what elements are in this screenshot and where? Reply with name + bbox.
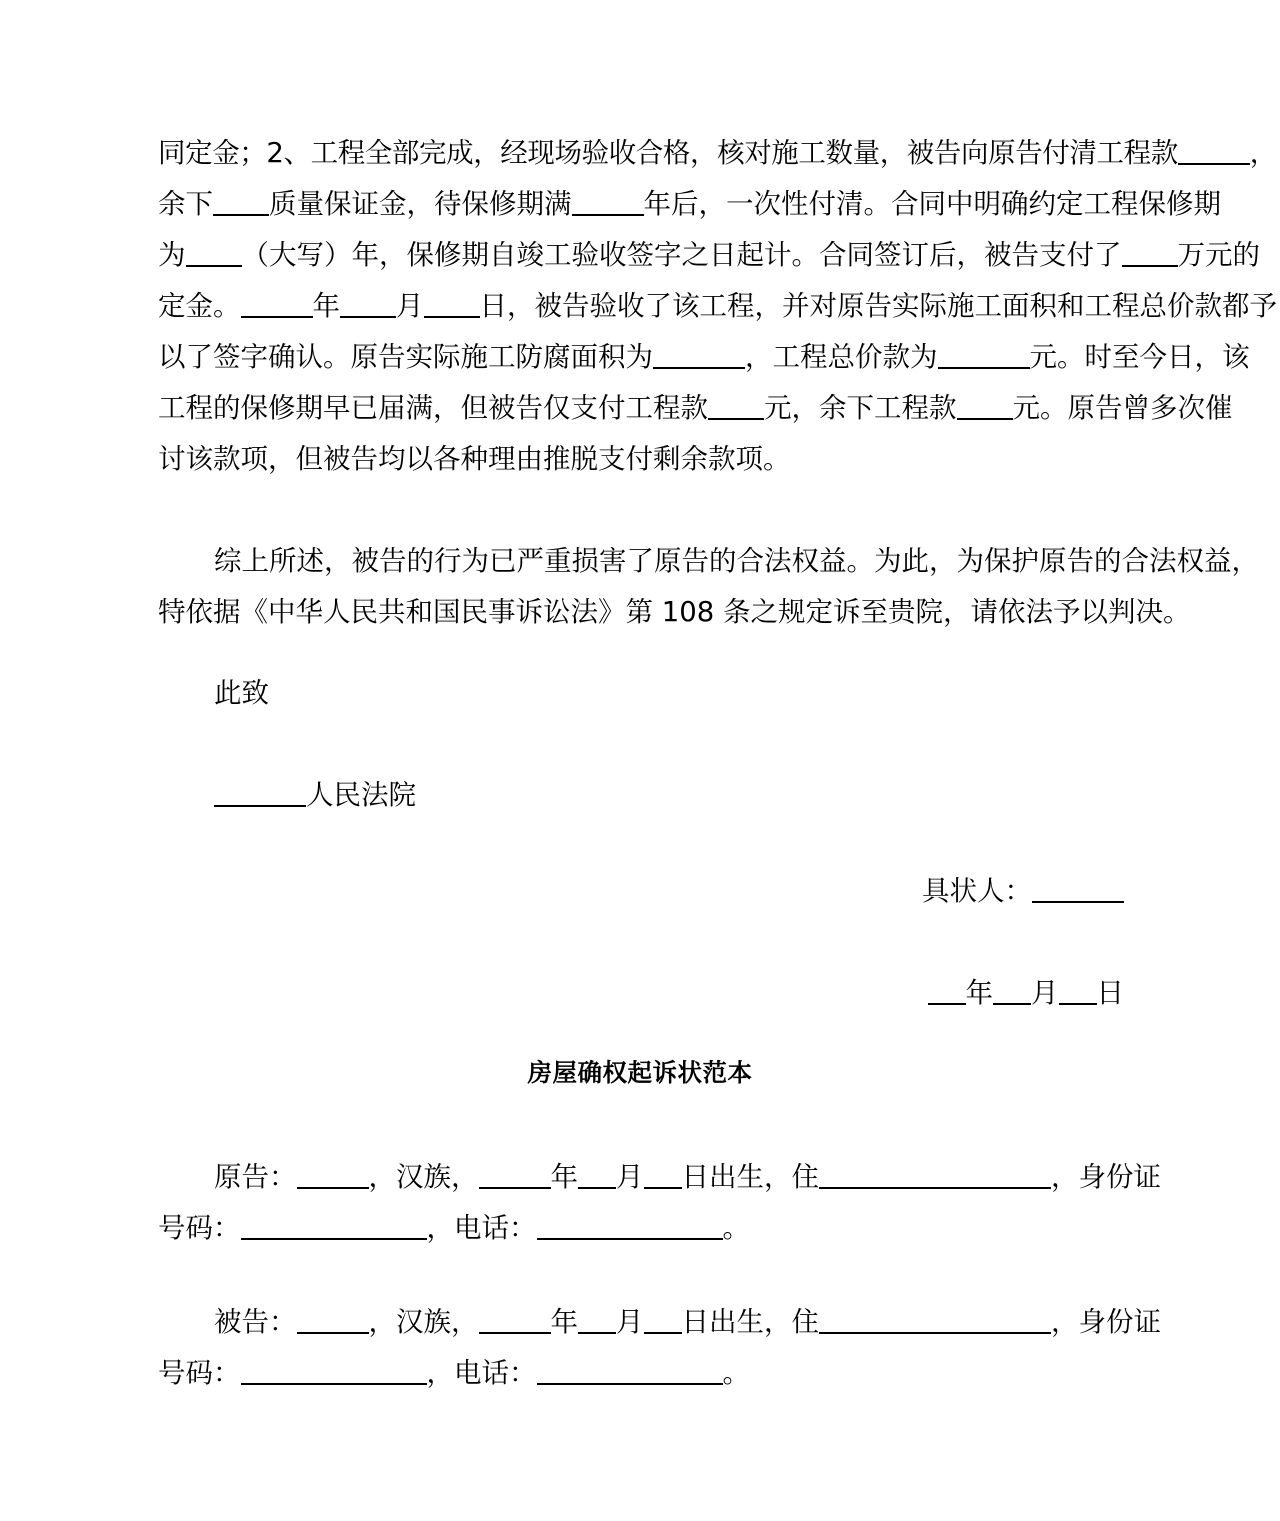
closing-block xyxy=(158,668,1124,821)
body-line-4 xyxy=(158,281,1277,332)
plaintiff-line-1 xyxy=(158,1152,1161,1203)
section-title: 房屋确权起诉状范本 xyxy=(527,1058,753,1087)
court-suffix-label: 人民法院 xyxy=(306,779,416,811)
body-line-5-b: ，工程总价款为 xyxy=(745,341,938,373)
signer-label: 具状人： xyxy=(922,875,1032,907)
body-line-7: 讨该款项，但被告均以各种理由推脱支付剩余款项。 xyxy=(158,443,791,475)
body-line-3-c: 万元的 xyxy=(1177,239,1260,271)
plaintiff-ethnicity: ， xyxy=(368,1161,396,1193)
sign-month-blank xyxy=(993,977,1031,1005)
body-line-2 xyxy=(158,179,1221,230)
sign-month-label: 月 xyxy=(1031,977,1059,1009)
body-line-4-a: 定金。 xyxy=(158,290,241,322)
body-line-6-c: 元。原告曾多次催 xyxy=(1012,392,1233,424)
acceptance-year-blank xyxy=(241,290,313,318)
plaintiff-period: 。 xyxy=(722,1212,750,1244)
defendant-period: 。 xyxy=(722,1357,750,1389)
plaintiff-birth-year-blank xyxy=(479,1161,551,1189)
body-line-6-a: 工程的保修期早已届满，但被告仅支付工程款 xyxy=(158,392,708,424)
area-blank xyxy=(653,341,745,369)
defendant-ethnicity: ， xyxy=(368,1306,396,1338)
plaintiff-birth-day-blank xyxy=(644,1161,682,1189)
signer-name-blank xyxy=(1032,875,1124,903)
closing-gap xyxy=(158,719,1124,770)
defendant-phone-blank xyxy=(537,1357,723,1385)
paid-amount-blank xyxy=(708,392,764,420)
defendant-ethnicity-value: 汉族， xyxy=(396,1306,479,1338)
plaintiff-ethnicity-value: 汉族， xyxy=(396,1161,479,1193)
defendant-block xyxy=(158,1297,1161,1399)
conclusion-line-1: 综上所述，被告的行为已严重损害了原告的合法权益。为此，为保护原告的合法权益， xyxy=(214,545,1259,577)
deposit-amount-blank xyxy=(1122,239,1178,267)
body-line-1-tail: ， xyxy=(1249,137,1277,169)
remaining-amount-blank xyxy=(957,392,1013,420)
body-line-3-a: 为 xyxy=(158,239,186,271)
defendant-birth-month-blank xyxy=(578,1306,616,1334)
body-line-3 xyxy=(158,230,1260,281)
plaintiff-block xyxy=(158,1152,1161,1254)
paragraph-gap xyxy=(158,485,1124,536)
defendant-id-blank xyxy=(241,1357,427,1385)
body-line-5-a: 以了签字确认。原告实际施工防腐面积为 xyxy=(158,341,653,373)
body-line-4-b: 年 xyxy=(312,290,340,322)
defendant-month-label: 月 xyxy=(616,1306,644,1338)
plaintiff-role-label: 原告： xyxy=(214,1161,297,1193)
plaintiff-id-head: ，身份证 xyxy=(1051,1161,1161,1193)
warranty-years-blank xyxy=(572,188,644,216)
signature-block xyxy=(158,866,1124,1019)
body-line-2-b: 质量保证金，待保修期满 xyxy=(269,188,572,220)
body-line-3-b: （大写）年，保修期自竣工验收签字之日起计。合同签订后，被告支付了 xyxy=(241,239,1122,271)
conclusion-line-2: 特依据《中华人民共和国民事诉讼法》第 108 条之规定诉至贵院，请依法予以判决。 xyxy=(158,596,1191,628)
plaintiff-year-label: 年 xyxy=(550,1161,578,1193)
body-line-6 xyxy=(158,383,1233,434)
sign-year-blank xyxy=(928,977,966,1005)
plaintiff-name-blank xyxy=(297,1161,369,1189)
sign-year-label: 年 xyxy=(965,977,993,1009)
defendant-line-1 xyxy=(158,1297,1161,1348)
court-name-blank xyxy=(214,779,306,807)
plaintiff-id-tail: 号码： xyxy=(158,1212,241,1244)
body-line-5-c: 元。时至今日，该 xyxy=(1029,341,1250,373)
sign-day-blank xyxy=(1059,977,1097,1005)
sign-day-label: 日 xyxy=(1096,977,1124,1009)
acceptance-day-blank xyxy=(424,290,480,318)
closing-salutation: 此致 xyxy=(214,677,269,709)
warranty-period-blank xyxy=(186,239,242,267)
plaintiff-line-2 xyxy=(158,1203,1124,1254)
retention-blank xyxy=(213,188,269,216)
body-line-1-text: 同定金；2、工程全部完成，经现场验收合格，核对施工数量，被告向原告付清工程款 xyxy=(158,137,1178,169)
defendant-year-label: 年 xyxy=(550,1306,578,1338)
defendant-line-2 xyxy=(158,1348,1124,1399)
defendant-address-blank xyxy=(819,1306,1051,1334)
plaintiff-day-label: 日出生， xyxy=(681,1161,792,1193)
defendant-day-label: 日出生， xyxy=(681,1306,792,1338)
court-line xyxy=(158,770,1124,821)
defendant-phone-label: ，电话： xyxy=(426,1357,537,1389)
defendant-id-tail: 号码： xyxy=(158,1357,241,1389)
body-line-2-c: 年后，一次性付清。合同中明确约定工程保修期 xyxy=(643,188,1221,220)
plaintiff-month-label: 月 xyxy=(616,1161,644,1193)
body-line-6-b: 元，余下工程款 xyxy=(764,392,957,424)
acceptance-month-blank xyxy=(340,290,396,318)
body-line-5 xyxy=(158,332,1250,383)
body-line-1 xyxy=(158,128,1277,179)
signature-date-line xyxy=(158,968,1124,1019)
defendant-residence-label: 住 xyxy=(791,1306,819,1338)
body-line-4-d: 日，被告验收了该工程，并对原告实际施工面积和工程总价款都予 xyxy=(479,290,1277,322)
signer-line xyxy=(158,866,1124,917)
defendant-birth-day-blank xyxy=(644,1306,682,1334)
plaintiff-phone-label: ，电话： xyxy=(426,1212,537,1244)
body-paragraph-claim-details xyxy=(158,128,1277,638)
plaintiff-id-blank xyxy=(241,1212,427,1240)
defendant-id-head: ，身份证 xyxy=(1051,1306,1161,1338)
defendant-name-blank xyxy=(297,1306,369,1334)
total-price-blank xyxy=(938,341,1030,369)
body-line-2-a: 余下 xyxy=(158,188,213,220)
plaintiff-phone-blank xyxy=(537,1212,723,1240)
signature-gap xyxy=(158,917,1124,968)
plaintiff-residence-label: 住 xyxy=(791,1161,819,1193)
plaintiff-birth-month-blank xyxy=(578,1161,616,1189)
defendant-role-label: 被告： xyxy=(214,1306,297,1338)
body-line-4-c: 月 xyxy=(396,290,424,322)
amount-blank xyxy=(1178,137,1250,165)
defendant-birth-year-blank xyxy=(479,1306,551,1334)
plaintiff-address-blank xyxy=(819,1161,1051,1189)
